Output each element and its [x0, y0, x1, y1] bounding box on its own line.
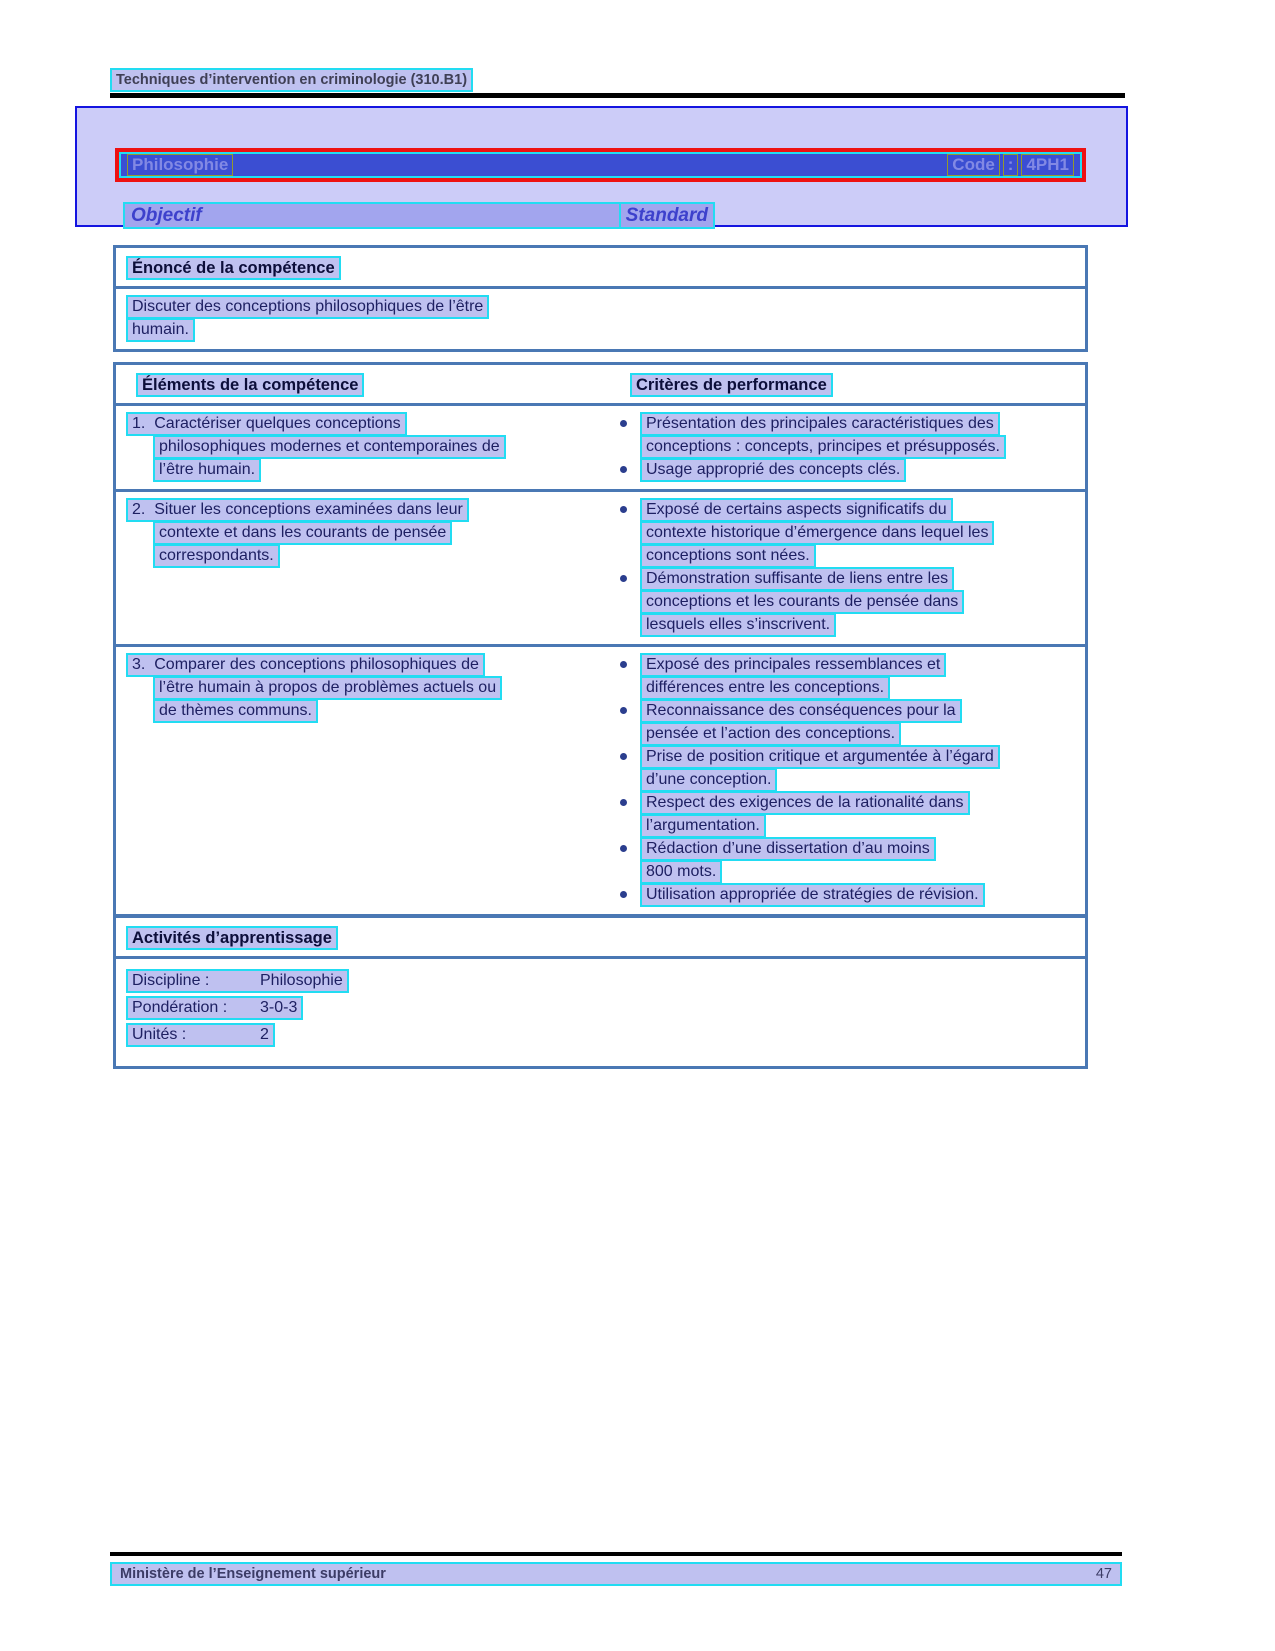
criteria-text: Prise de position critique et argumentée à l’égard [640, 745, 1000, 769]
field-box [126, 969, 349, 993]
field-label: Pondération : [132, 999, 228, 1016]
criteria-text: l’argumentation. [640, 814, 766, 838]
document-header [110, 68, 473, 92]
title-panel [75, 106, 1128, 227]
elements-table-header [116, 365, 1085, 406]
criteria-bullet [620, 883, 1085, 906]
element-text: de thèmes communs. [153, 699, 318, 723]
element-cell [116, 653, 603, 906]
criteria-text: 800 mots. [640, 860, 722, 884]
bullet-dot-icon [620, 661, 627, 668]
competence-title: Énoncé de la compétence [126, 256, 341, 280]
element-line [153, 521, 603, 544]
bullet-dot-icon [620, 575, 627, 582]
element-line [153, 676, 603, 699]
criteria-lines [640, 699, 1085, 745]
activities-table [113, 915, 1088, 1069]
bullet-dot-icon [620, 466, 627, 473]
criteria-lines [640, 412, 1085, 458]
statement-line [126, 318, 1085, 341]
bullet-dot-icon [620, 753, 627, 760]
objectif-standard-row [123, 202, 715, 229]
element-cell [116, 498, 603, 636]
competence-statement [116, 289, 1085, 349]
criteria-bullet [620, 412, 1085, 458]
criteria-cell [603, 498, 1085, 636]
field-box [126, 996, 303, 1020]
element-line [126, 412, 603, 435]
criteria-text: différences entre les conceptions. [640, 676, 890, 700]
element-text: l’être humain. [153, 458, 261, 482]
element-row [116, 406, 1085, 489]
criteria-bullet [620, 837, 1085, 883]
criteria-lines [640, 458, 1085, 481]
criteria-lines [640, 837, 1085, 883]
criteria-text: Utilisation appropriée de stratégies de révision. [640, 883, 985, 907]
criteria-lines [640, 498, 1085, 567]
field-value: 2 [260, 1026, 269, 1043]
bullet-dot-icon [620, 891, 627, 898]
field-value: 3-0-3 [260, 999, 298, 1016]
criteria-text: Exposé de certains aspects significatifs du [640, 498, 953, 522]
element-text: l’être humain à propos de problèmes actuels ou [153, 676, 502, 700]
field-box [126, 1023, 275, 1047]
header-title: Techniques d’intervention en criminologie (310.B1) [110, 68, 473, 92]
activities-table-header [116, 918, 1085, 959]
elements-criteria-table [113, 362, 1088, 917]
criteria-text: Présentation des principales caractéristiques des [640, 412, 1000, 436]
code-separator: : [1003, 154, 1019, 176]
elements-column-title: Éléments de la compétence [136, 373, 364, 397]
criteria-lines [640, 567, 1085, 636]
criteria-lines [640, 791, 1085, 837]
competence-table-header [116, 248, 1085, 289]
page-number: 47 [1095, 1566, 1112, 1582]
code-value: 4PH1 [1021, 154, 1074, 176]
criteria-text: pensée et l’action des conceptions. [640, 722, 901, 746]
element-text: 1. Caractériser quelques conceptions [126, 412, 407, 436]
statement-text: humain. [126, 318, 195, 342]
criteria-bullet [620, 567, 1085, 636]
criteria-text: conceptions : concepts, principes et présupposés. [640, 435, 1006, 459]
element-line [126, 653, 603, 676]
field-value: Philosophie [260, 972, 343, 989]
criteria-text: conceptions et les courants de pensée dans [640, 590, 964, 614]
criteria-text: Rédaction d’une dissertation d’au moins [640, 837, 936, 861]
competence-table [113, 245, 1088, 352]
course-banner-inner [119, 152, 1082, 178]
criteria-cell [603, 412, 1085, 481]
field-label: Unités : [132, 1026, 187, 1043]
elements-header-cell [126, 373, 613, 397]
criteria-lines [640, 745, 1085, 791]
activities-field [126, 996, 1085, 1023]
footer-bar [110, 1562, 1122, 1586]
bullet-dot-icon [620, 420, 627, 427]
element-text: 3. Comparer des conceptions philosophiques de [126, 653, 485, 677]
criteria-text: contexte historique d’émergence dans lequel les [640, 521, 994, 545]
course-name: Philosophie [127, 154, 233, 176]
criteria-header-cell [613, 373, 1085, 397]
footer-rule [110, 1552, 1122, 1556]
activities-title: Activités d’apprentissage [126, 926, 338, 950]
criteria-bullet [620, 498, 1085, 567]
activities-field [126, 1023, 1085, 1050]
element-text: contexte et dans les courants de pensée [153, 521, 452, 545]
ministry-name: Ministère de l’Enseignement supérieur [120, 1566, 386, 1582]
criteria-bullet [620, 745, 1085, 791]
criteria-bullet [620, 791, 1085, 837]
criteria-text: Respect des exigences de la rationalité dans [640, 791, 970, 815]
bullet-dot-icon [620, 707, 627, 714]
element-cell [116, 412, 603, 481]
criteria-lines [640, 653, 1085, 699]
code-label: Code [947, 154, 1000, 176]
criteria-cell [603, 653, 1085, 906]
criteria-column-title: Critères de performance [630, 373, 833, 397]
activities-body [116, 959, 1085, 1066]
element-row [116, 644, 1085, 914]
activities-field [126, 969, 1085, 996]
bullet-dot-icon [620, 845, 627, 852]
objectif-heading: Objectif [131, 204, 202, 226]
criteria-text: d’une conception. [640, 768, 777, 792]
bullet-dot-icon [620, 506, 627, 513]
course-code [947, 154, 1074, 176]
criteria-bullet [620, 458, 1085, 481]
element-text: 2. Situer les conceptions examinées dans leur [126, 498, 469, 522]
criteria-text: lesquels elles s’inscrivent. [640, 613, 836, 637]
course-banner [115, 148, 1086, 182]
element-line [153, 699, 603, 722]
standard-heading: Standard [619, 202, 715, 229]
criteria-text: Exposé des principales ressemblances et [640, 653, 946, 677]
element-line [126, 498, 603, 521]
statement-text: Discuter des conceptions philosophiques de l’être [126, 295, 489, 319]
criteria-text: conceptions sont nées. [640, 544, 816, 568]
element-text: philosophiques modernes et contemporaines de [153, 435, 506, 459]
field-label: Discipline : [132, 972, 210, 989]
bullet-dot-icon [620, 799, 627, 806]
criteria-lines [640, 883, 1085, 906]
element-line [153, 435, 603, 458]
criteria-text: Usage approprié des concepts clés. [640, 458, 906, 482]
header-rule [110, 93, 1125, 98]
element-text: correspondants. [153, 544, 280, 568]
criteria-text: Démonstration suffisante de liens entre les [640, 567, 954, 591]
element-row [116, 489, 1085, 644]
criteria-text: Reconnaissance des conséquences pour la [640, 699, 962, 723]
statement-line [126, 295, 1085, 318]
element-line [153, 544, 603, 567]
criteria-bullet [620, 653, 1085, 699]
criteria-bullet [620, 699, 1085, 745]
element-line [153, 458, 603, 481]
